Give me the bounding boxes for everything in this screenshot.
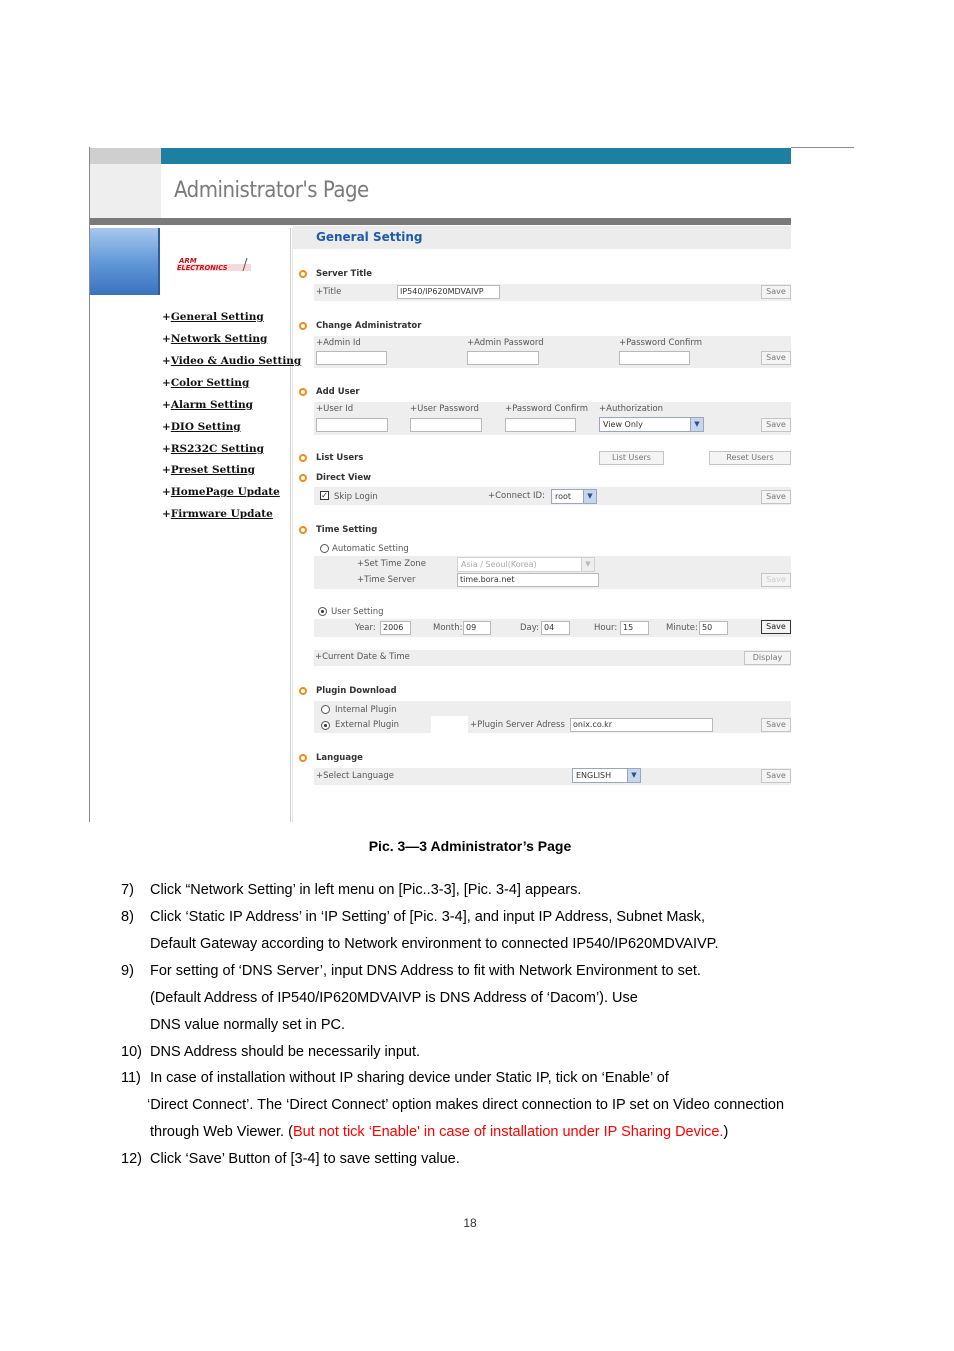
arm-electronics-logo <box>177 256 251 272</box>
admin-password-confirm-input[interactable] <box>619 351 690 365</box>
user-id-input[interactable] <box>316 418 388 432</box>
change-admin-bullet-icon <box>299 322 307 330</box>
internal-plugin-label: Internal Plugin <box>335 705 397 715</box>
plus-icon: + <box>470 720 478 730</box>
user-setting-radio[interactable] <box>318 607 327 616</box>
sidebar-item-label: Preset Setting <box>170 464 255 476</box>
sidebar-item-video-audio-setting[interactable] <box>162 355 301 367</box>
server-title-row <box>314 284 791 301</box>
step-number: 9) <box>121 963 134 979</box>
plus-icon: + <box>162 421 171 433</box>
plugin-server-label: +Plugin Server Adress <box>470 720 565 730</box>
plus-icon: + <box>162 464 171 476</box>
title-divider <box>90 218 791 225</box>
time-setting-heading: Time Setting <box>316 525 378 535</box>
user-setting-label: User Setting <box>331 607 384 617</box>
step-text-line: (Default Address of IP540/IP620MDVAIVP is DNS Address of ‘Dacom’). Use <box>150 990 638 1006</box>
sidebar-item-label: Color Setting <box>170 377 250 389</box>
day-input[interactable]: 04 <box>541 621 570 635</box>
plus-icon: + <box>162 443 171 455</box>
sidebar-item-network-setting[interactable] <box>162 333 267 345</box>
plus-icon: + <box>162 508 171 520</box>
step-text-line: Click ‘Save’ Button of [3-4] to save setting value. <box>150 1151 460 1167</box>
plugin-download-bullet-icon <box>299 687 307 695</box>
step-number: 8) <box>121 909 134 925</box>
plugin-server-input[interactable]: onix.co.kr <box>570 718 713 732</box>
warning-text: But not tick ‘Enable' in case of installation under IP Sharing Device. <box>292 1124 724 1140</box>
sidebar-item-label: RS232C Setting <box>170 443 264 455</box>
title-left-panel <box>90 164 161 218</box>
add-user-bullet-icon <box>299 388 307 396</box>
plus-icon: + <box>505 404 513 414</box>
server-title-bullet-icon <box>299 270 307 278</box>
svg-text:ARM: ARM <box>179 257 197 265</box>
admin-password-input[interactable] <box>467 351 539 365</box>
time-setting-bullet-icon <box>299 526 307 534</box>
sidebar-item-preset-setting[interactable] <box>162 464 255 476</box>
skip-login-checkbox[interactable]: ✓ <box>321 491 328 500</box>
authorization-label: +Authorization <box>599 404 664 414</box>
figure-caption: Pic. 3—3 Administrator’s Page <box>368 838 572 854</box>
user-id-label: +User Id <box>316 404 354 414</box>
sidebar-item-label: Network Setting <box>170 333 268 345</box>
list-users-button[interactable]: List Users <box>599 451 664 465</box>
step-text-line: Default Gateway according to Network environment to connected IP540/IP620MDVAIVP. <box>150 936 719 952</box>
set-time-zone-label: +Set Time Zone <box>357 559 426 569</box>
user-setting-save-button[interactable]: Save <box>761 620 791 634</box>
sidebar-separator <box>290 228 291 822</box>
user-password-confirm-input[interactable] <box>505 418 576 432</box>
hour-label: Hour: <box>594 623 618 633</box>
minute-label: Minute: <box>666 623 698 633</box>
automatic-save-button[interactable]: Save <box>761 573 791 587</box>
skip-login-label: Skip Login <box>334 492 378 502</box>
plus-icon: + <box>162 311 171 323</box>
external-plugin-radio[interactable] <box>321 721 330 730</box>
header-strip-teal <box>161 148 791 164</box>
list-users-bullet-icon <box>299 454 307 462</box>
chevron-down-icon: ▼ <box>581 558 594 571</box>
time-zone-select[interactable]: Asia / Seoul(Korea) ▼ <box>457 557 595 572</box>
plus-icon: + <box>316 404 324 414</box>
chevron-down-icon: ▼ <box>690 418 703 431</box>
change-admin-heading: Change Administrator <box>316 321 422 331</box>
plus-icon: + <box>162 377 171 389</box>
plus-icon: + <box>162 333 171 345</box>
plus-icon: + <box>162 399 171 411</box>
plus-icon: + <box>316 338 324 348</box>
sidebar-item-homepage-update[interactable] <box>162 486 280 498</box>
language-heading: Language <box>316 753 363 763</box>
step-text-line: ‘Direct Connect’. The ‘Direct Connect’ option makes direct connection to IP set on Video connection <box>147 1097 785 1113</box>
frame-top-line <box>791 147 854 148</box>
language-save-button[interactable]: Save <box>761 769 791 783</box>
sidebar-item-label: Firmware Update <box>170 508 273 520</box>
time-server-input[interactable]: time.bora.net <box>457 573 599 587</box>
chevron-down-icon: ▼ <box>583 490 596 503</box>
plus-icon: + <box>315 652 323 662</box>
connect-id-select[interactable]: root ▼ <box>551 489 597 504</box>
step-text-line: DNS value normally set in PC. <box>150 1017 346 1033</box>
sidebar-item-firmware-update[interactable] <box>162 508 273 520</box>
external-plugin-label: External Plugin <box>335 720 399 730</box>
reset-users-button[interactable]: Reset Users <box>709 451 791 465</box>
add-user-heading: Add User <box>316 387 360 397</box>
plugin-row-gap <box>431 716 468 733</box>
direct-view-bullet-icon <box>299 474 307 482</box>
step-text-line: For setting of ‘DNS Server’, input DNS Address to fit with Network Environment to set. <box>150 963 701 979</box>
plugin-save-button[interactable]: Save <box>761 718 791 732</box>
minute-input[interactable]: 50 <box>699 621 728 635</box>
title-input[interactable]: IP540/IP620MDVAIVP <box>397 285 500 299</box>
plus-icon: + <box>357 575 365 585</box>
direct-view-heading: Direct View <box>316 473 371 483</box>
display-button[interactable]: Display <box>744 651 791 665</box>
sidebar-item-label: DIO Setting <box>170 421 241 433</box>
sidebar-item-alarm-setting[interactable] <box>162 399 253 411</box>
sidebar-item-color-setting[interactable] <box>162 377 249 389</box>
month-label: Month: <box>433 623 463 633</box>
step-text-line: DNS Address should be necessarily input. <box>150 1044 421 1060</box>
list-users-heading: List Users <box>316 453 364 463</box>
plus-icon: + <box>316 771 324 781</box>
year-input[interactable]: 2006 <box>380 621 411 635</box>
sidebar-item-rs232c-setting[interactable] <box>162 443 264 455</box>
select-language-label: +Select Language <box>316 771 394 781</box>
sidebar-blue-block <box>90 228 160 295</box>
plus-icon: + <box>488 491 496 501</box>
authorization-select[interactable]: View Only ▼ <box>599 417 704 432</box>
server-title-save-button[interactable]: Save <box>761 285 791 299</box>
page-number: 18 <box>463 1216 477 1230</box>
internal-plugin-radio[interactable] <box>321 705 330 714</box>
connect-id-label: +Connect ID: <box>488 491 545 501</box>
change-admin-save-button[interactable]: Save <box>761 351 791 365</box>
sidebar-item-label: HomePage Update <box>170 486 280 498</box>
user-password-confirm-label: +Password Confirm <box>505 404 589 414</box>
svg-text:ELECTRONICS: ELECTRONICS <box>177 264 228 272</box>
chevron-down-icon: ▼ <box>627 769 640 782</box>
year-label: Year: <box>355 623 376 633</box>
server-title-heading: Server Title <box>316 269 372 279</box>
user-password-label: +User Password <box>410 404 479 414</box>
sidebar-blue-edge <box>158 228 160 295</box>
direct-view-save-button[interactable]: Save <box>761 490 791 504</box>
step-text-line: Click ‘Static IP Address’ in ‘IP Setting’ of [Pic. 3-4], and input IP Address, Subnet Mask, <box>150 909 706 925</box>
admin-password-label: +Admin Password <box>467 338 544 348</box>
admin-id-label: +Admin Id <box>316 338 361 348</box>
sidebar-item-label: Alarm Setting <box>170 399 253 411</box>
step-number: 7) <box>121 882 134 898</box>
automatic-setting-label: Automatic Setting <box>332 544 409 554</box>
sidebar-item-label: General Setting <box>170 311 264 323</box>
step-text-line: Click “Network Setting’ in left menu on [Pic..3-3], [Pic. 3-4] appears. <box>150 882 582 898</box>
step-text-line: In case of installation without IP sharing device under Static IP, tick on ‘Enable’ of <box>150 1070 669 1086</box>
plus-icon: + <box>599 404 607 414</box>
user-password-input[interactable] <box>410 418 482 432</box>
current-date-label: +Current Date & Time <box>315 652 410 662</box>
sidebar-item-general-setting[interactable] <box>162 311 264 323</box>
step-number: 11) <box>121 1070 141 1086</box>
plus-icon: + <box>162 355 171 367</box>
language-select[interactable]: ENGLISH ▼ <box>572 768 641 783</box>
hour-input[interactable]: 15 <box>620 621 649 635</box>
general-setting-title: General Setting <box>316 230 423 244</box>
header-strip-gray <box>90 148 161 164</box>
sidebar-item-label: Video & Audio Setting <box>170 355 302 367</box>
plus-icon: + <box>619 338 627 348</box>
automatic-setting-radio[interactable] <box>320 544 329 553</box>
language-bullet-icon <box>299 754 307 762</box>
time-server-label: +Time Server <box>357 575 416 585</box>
title-label: +Title <box>316 287 342 297</box>
plus-icon: + <box>410 404 418 414</box>
sidebar-separator-light <box>292 228 293 822</box>
admin-id-input[interactable] <box>316 351 387 365</box>
step-number: 12) <box>121 1151 142 1167</box>
plus-icon: + <box>467 338 475 348</box>
page-title: Administrator's Page <box>174 178 369 203</box>
plus-icon: + <box>162 486 171 498</box>
sidebar-item-dio-setting[interactable] <box>162 421 241 433</box>
plus-icon: + <box>357 559 365 569</box>
add-user-save-button[interactable]: Save <box>761 418 791 432</box>
step-number: 10) <box>121 1044 142 1060</box>
admin-password-confirm-label: +Password Confirm <box>619 338 703 348</box>
month-input[interactable]: 09 <box>463 621 491 635</box>
step-11-last-line: through Web Viewer. (But not tick ‘Enable' in case of installation under IP Sharing Device.) <box>150 1124 729 1140</box>
plugin-download-heading: Plugin Download <box>316 686 397 696</box>
plus-icon: + <box>316 287 324 297</box>
day-label: Day: <box>520 623 540 633</box>
